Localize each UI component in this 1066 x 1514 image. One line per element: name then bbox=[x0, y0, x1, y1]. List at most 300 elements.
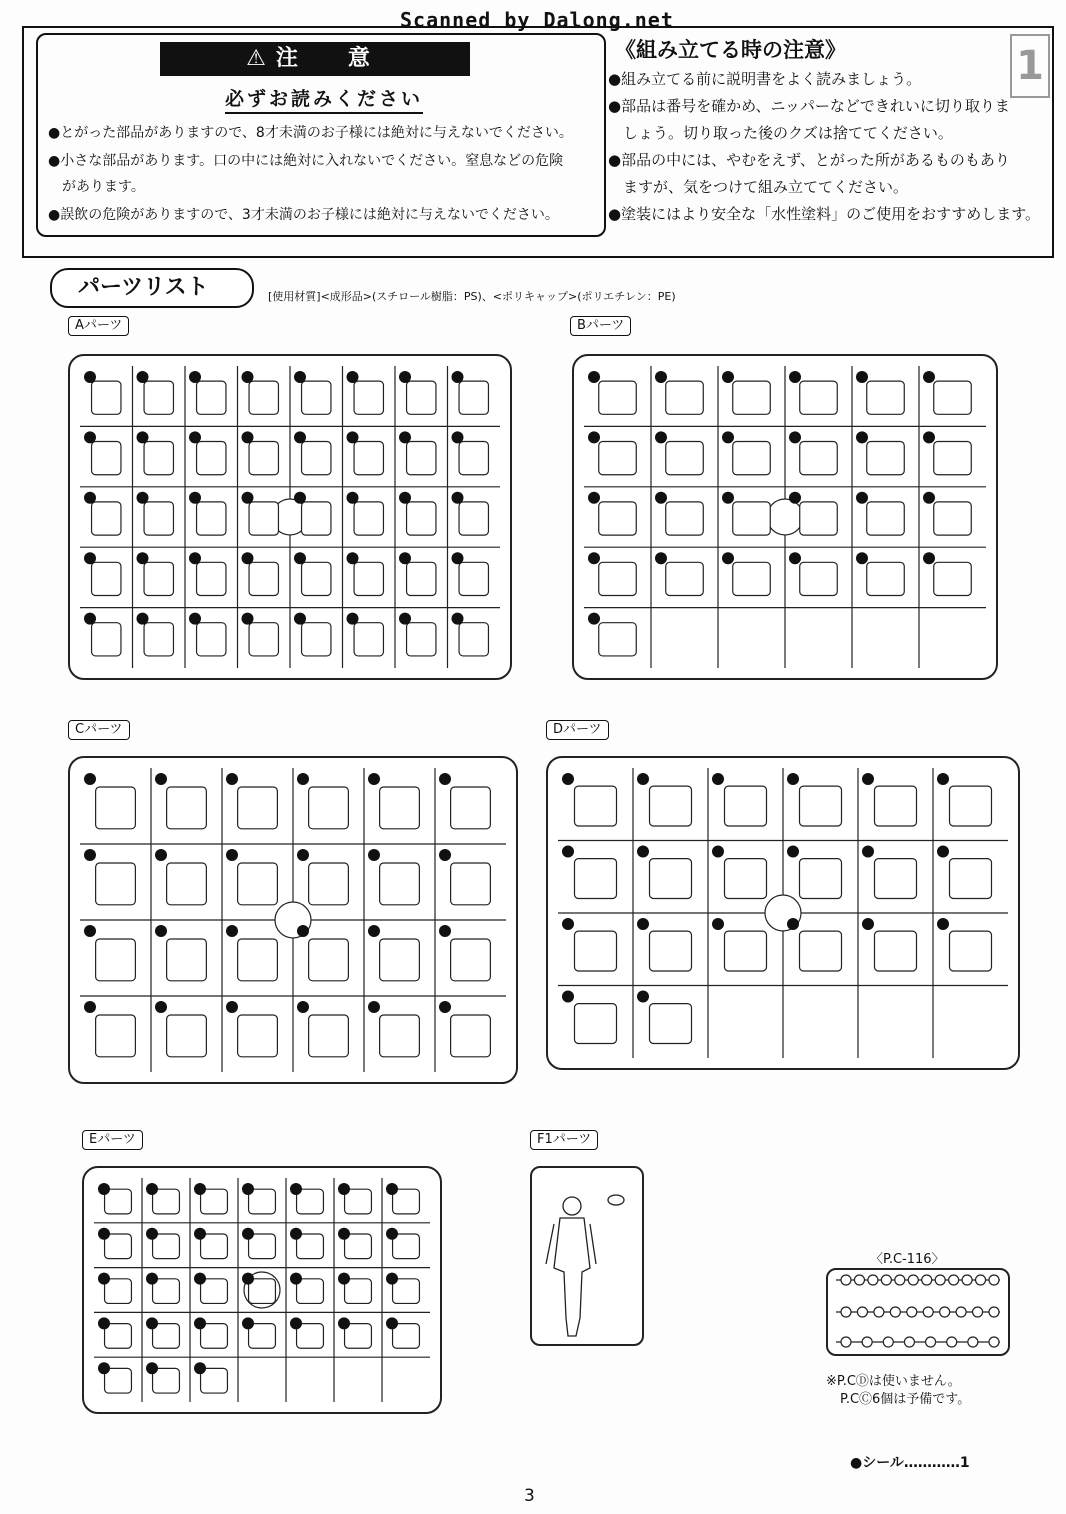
runner-part bbox=[867, 442, 905, 475]
part-number-marker bbox=[789, 431, 801, 443]
runner-part bbox=[451, 787, 491, 829]
must-read-heading: 必ずお読みください bbox=[225, 84, 423, 114]
part-number-marker bbox=[368, 773, 380, 785]
runner-part bbox=[167, 1015, 207, 1057]
assembly-line: ●塗装にはより安全な「水性塗料」のご使用をおすすめします。 bbox=[608, 205, 1041, 223]
assembly-line: しょう。切り取った後のクズは捨ててください。 bbox=[608, 124, 953, 142]
runner-part bbox=[950, 931, 992, 971]
part-number-marker bbox=[637, 773, 649, 785]
part-number-marker bbox=[399, 613, 411, 625]
part-number-marker bbox=[787, 918, 799, 930]
polycap-piece bbox=[841, 1307, 851, 1317]
part-number-marker bbox=[294, 431, 306, 443]
part-number-marker bbox=[338, 1183, 350, 1195]
runner-part bbox=[650, 786, 692, 826]
part-number-marker bbox=[84, 613, 96, 625]
runner-part bbox=[144, 502, 173, 535]
part-number-marker bbox=[722, 552, 734, 564]
polycap-piece bbox=[841, 1275, 851, 1285]
runner-b-label: Bパーツ bbox=[570, 316, 631, 336]
part-number-marker bbox=[722, 492, 734, 504]
runner-part bbox=[733, 442, 771, 475]
runner-part bbox=[238, 863, 278, 905]
runner-b bbox=[572, 354, 998, 680]
part-number-marker bbox=[155, 1001, 167, 1013]
part-number-marker bbox=[242, 1273, 254, 1285]
runner-part bbox=[302, 562, 331, 595]
polycap-piece bbox=[962, 1275, 972, 1285]
part-number-marker bbox=[242, 613, 254, 625]
part-number-marker bbox=[347, 552, 359, 564]
part-number-marker bbox=[923, 492, 935, 504]
runner-part bbox=[459, 502, 488, 535]
runner-part bbox=[249, 381, 278, 414]
part-number-marker bbox=[562, 846, 574, 858]
part-number-marker bbox=[399, 431, 411, 443]
runner-part bbox=[393, 1324, 420, 1349]
runner-part bbox=[666, 442, 704, 475]
polycap-piece bbox=[989, 1337, 999, 1347]
part-number-marker bbox=[923, 552, 935, 564]
runner-part bbox=[575, 786, 617, 826]
part-number-marker bbox=[856, 371, 868, 383]
runner-part bbox=[144, 381, 173, 414]
polycap-piece bbox=[926, 1337, 936, 1347]
part-number-marker bbox=[923, 431, 935, 443]
scanner-credit: Scanned by Dalong.net bbox=[400, 8, 674, 32]
part-number-marker bbox=[386, 1317, 398, 1329]
runner-part bbox=[575, 859, 617, 899]
polycap-piece bbox=[890, 1307, 900, 1317]
runner-part bbox=[875, 786, 917, 826]
warning-line: ●誤飲の危険がありますので、3才未満のお子様には絶対に与えないでください。 bbox=[48, 207, 559, 223]
runner-part bbox=[201, 1279, 228, 1304]
part-number-marker bbox=[194, 1183, 206, 1195]
part-number-marker bbox=[787, 846, 799, 858]
part-number-marker bbox=[347, 431, 359, 443]
runner-c-label: Cパーツ bbox=[68, 720, 130, 740]
runner-part bbox=[201, 1324, 228, 1349]
runner-part bbox=[153, 1234, 180, 1259]
polycap-drawing bbox=[828, 1270, 1008, 1354]
part-number-marker bbox=[242, 1317, 254, 1329]
step-number: 1 bbox=[1010, 34, 1050, 98]
assembly-title: 《組み立てる時の注意》 bbox=[615, 38, 846, 62]
runner-part bbox=[725, 931, 767, 971]
runner-part bbox=[575, 1004, 617, 1044]
part-number-marker bbox=[588, 371, 600, 383]
runner-part bbox=[800, 442, 838, 475]
part-number-marker bbox=[242, 371, 254, 383]
part-number-marker bbox=[189, 552, 201, 564]
runner-part bbox=[666, 562, 704, 595]
runner-part bbox=[167, 863, 207, 905]
part-number-marker bbox=[297, 849, 309, 861]
part-number-marker bbox=[98, 1273, 110, 1285]
part-number-marker bbox=[637, 991, 649, 1003]
runner-a-drawing bbox=[70, 356, 510, 678]
runner-part bbox=[249, 442, 278, 475]
part-number-marker bbox=[722, 371, 734, 383]
warning-line: があります。 bbox=[48, 179, 145, 195]
part-number-marker bbox=[137, 613, 149, 625]
part-number-marker bbox=[562, 918, 574, 930]
runner-part bbox=[354, 623, 383, 656]
part-number-marker bbox=[862, 846, 874, 858]
part-number-marker bbox=[189, 613, 201, 625]
runner-part bbox=[800, 502, 838, 535]
part-number-marker bbox=[242, 552, 254, 564]
part-number-marker bbox=[242, 1228, 254, 1240]
runner-part bbox=[599, 381, 637, 414]
runner-part bbox=[105, 1234, 132, 1259]
runner-part bbox=[249, 502, 278, 535]
part-number-marker bbox=[194, 1273, 206, 1285]
runner-part bbox=[407, 623, 436, 656]
runner-part bbox=[800, 562, 838, 595]
polycap-piece bbox=[874, 1307, 884, 1317]
runner-part bbox=[407, 562, 436, 595]
runner-part bbox=[950, 786, 992, 826]
part-number-marker bbox=[937, 846, 949, 858]
runner-part bbox=[599, 623, 637, 656]
runner-part bbox=[725, 859, 767, 899]
runner-part bbox=[345, 1234, 372, 1259]
part-number-marker bbox=[84, 431, 96, 443]
runner-d-drawing bbox=[548, 758, 1018, 1068]
part-number-marker bbox=[189, 371, 201, 383]
part-number-marker bbox=[712, 846, 724, 858]
polycap-piece bbox=[868, 1275, 878, 1285]
runner-part bbox=[309, 863, 349, 905]
runner-part bbox=[354, 502, 383, 535]
assembly-line: ●部品の中には、やむをえず、とがった所があるものもあり bbox=[608, 151, 1010, 169]
runner-part bbox=[599, 442, 637, 475]
part-number-marker bbox=[155, 849, 167, 861]
polycap-piece bbox=[947, 1337, 957, 1347]
part-number-marker bbox=[290, 1228, 302, 1240]
polycap-piece bbox=[968, 1337, 978, 1347]
polycap-piece bbox=[956, 1307, 966, 1317]
part-number-marker bbox=[194, 1362, 206, 1374]
part-number-marker bbox=[923, 371, 935, 383]
runner-part bbox=[153, 1324, 180, 1349]
runner-part bbox=[599, 502, 637, 535]
runner-part bbox=[201, 1368, 228, 1393]
polycap-piece bbox=[883, 1337, 893, 1347]
polycap-piece bbox=[895, 1275, 905, 1285]
runner-part bbox=[459, 381, 488, 414]
runner-part bbox=[875, 931, 917, 971]
part-number-marker bbox=[856, 431, 868, 443]
part-number-marker bbox=[386, 1273, 398, 1285]
runner-e-drawing bbox=[84, 1168, 440, 1412]
runner-part bbox=[238, 1015, 278, 1057]
part-number-marker bbox=[194, 1317, 206, 1329]
runner-e bbox=[82, 1166, 442, 1414]
runner-part bbox=[407, 502, 436, 535]
runner-part bbox=[105, 1368, 132, 1393]
runner-part bbox=[345, 1189, 372, 1214]
part-number-marker bbox=[98, 1183, 110, 1195]
runner-part bbox=[451, 1015, 491, 1057]
part-number-marker bbox=[637, 918, 649, 930]
part-number-marker bbox=[439, 1001, 451, 1013]
runner-part bbox=[96, 1015, 136, 1057]
runner-part bbox=[666, 381, 704, 414]
runner-b-drawing bbox=[574, 356, 996, 678]
runner-part bbox=[249, 1189, 276, 1214]
polycap-piece bbox=[922, 1275, 932, 1285]
part-number-marker bbox=[297, 773, 309, 785]
parts-list-title: パーツリスト bbox=[50, 268, 254, 308]
part-number-marker bbox=[226, 773, 238, 785]
runner-part bbox=[459, 442, 488, 475]
runner-a bbox=[68, 354, 512, 680]
part-number-marker bbox=[588, 492, 600, 504]
runner-part bbox=[144, 442, 173, 475]
runner-part bbox=[96, 863, 136, 905]
polycap-piece bbox=[949, 1275, 959, 1285]
part-number-marker bbox=[368, 849, 380, 861]
runner-part bbox=[345, 1324, 372, 1349]
part-number-marker bbox=[290, 1273, 302, 1285]
part-number-marker bbox=[84, 552, 96, 564]
part-number-marker bbox=[452, 492, 464, 504]
polycap-piece bbox=[881, 1275, 891, 1285]
part-number-marker bbox=[452, 371, 464, 383]
part-number-marker bbox=[226, 1001, 238, 1013]
part-number-marker bbox=[290, 1317, 302, 1329]
warning-title: 注 意 bbox=[275, 46, 384, 71]
runner-part bbox=[380, 787, 420, 829]
runner-part bbox=[238, 787, 278, 829]
part-number-marker bbox=[386, 1183, 398, 1195]
assembly-line: ますが、気をつけて組み立ててください。 bbox=[608, 178, 909, 196]
runner-part bbox=[354, 442, 383, 475]
runner-part bbox=[393, 1234, 420, 1259]
runner-part bbox=[92, 502, 121, 535]
part-number-marker bbox=[937, 773, 949, 785]
polycap-piece bbox=[976, 1275, 986, 1285]
part-number-marker bbox=[146, 1183, 158, 1195]
runner-part bbox=[144, 562, 173, 595]
runner-part bbox=[575, 931, 617, 971]
part-number-marker bbox=[862, 773, 874, 785]
runner-part bbox=[105, 1279, 132, 1304]
runner-part bbox=[197, 502, 226, 535]
runner-part bbox=[309, 787, 349, 829]
runner-part bbox=[297, 1189, 324, 1214]
polycap-piece bbox=[908, 1275, 918, 1285]
runner-part bbox=[380, 863, 420, 905]
runner-part bbox=[407, 381, 436, 414]
part-number-marker bbox=[588, 431, 600, 443]
runner-part bbox=[393, 1189, 420, 1214]
warning-line: ●小さな部品があります。口の中には絶対に入れないでください。窒息などの危険 bbox=[48, 153, 564, 169]
part-number-marker bbox=[242, 431, 254, 443]
runner-part bbox=[650, 931, 692, 971]
runner-part bbox=[459, 623, 488, 656]
runner-part bbox=[167, 787, 207, 829]
part-number-marker bbox=[84, 371, 96, 383]
polycap-note: P.CⒸ6個は予備です。 bbox=[840, 1392, 971, 1407]
part-number-marker bbox=[194, 1228, 206, 1240]
runner-part bbox=[800, 931, 842, 971]
part-number-marker bbox=[856, 552, 868, 564]
part-number-marker bbox=[368, 1001, 380, 1013]
polycap-title: 〈P.C-116〉 bbox=[870, 1252, 945, 1267]
runner-part bbox=[249, 562, 278, 595]
part-number-marker bbox=[146, 1273, 158, 1285]
page-number: 3 bbox=[524, 1486, 535, 1506]
warning-line: ●とがった部品がありますので、8才未満のお子様には絶対に与えないでください。 bbox=[48, 125, 573, 141]
runner-part bbox=[950, 859, 992, 899]
polycap-piece bbox=[907, 1307, 917, 1317]
part-number-marker bbox=[439, 925, 451, 937]
runner-part bbox=[153, 1368, 180, 1393]
part-number-marker bbox=[294, 552, 306, 564]
runner-part bbox=[725, 786, 767, 826]
runner-part bbox=[345, 1279, 372, 1304]
runner-part bbox=[451, 863, 491, 905]
runner-part bbox=[934, 562, 972, 595]
runner-part bbox=[144, 623, 173, 656]
runner-c bbox=[68, 756, 518, 1084]
part-number-marker bbox=[290, 1183, 302, 1195]
polycap-piece bbox=[973, 1307, 983, 1317]
runner-d bbox=[546, 756, 1020, 1070]
part-number-marker bbox=[84, 1001, 96, 1013]
part-number-marker bbox=[146, 1228, 158, 1240]
part-number-marker bbox=[137, 371, 149, 383]
part-number-marker bbox=[789, 552, 801, 564]
runner-part bbox=[666, 502, 704, 535]
runner-part bbox=[934, 502, 972, 535]
runner-part bbox=[197, 562, 226, 595]
part-number-marker bbox=[98, 1362, 110, 1374]
part-number-marker bbox=[386, 1228, 398, 1240]
part-number-marker bbox=[399, 371, 411, 383]
part-number-marker bbox=[294, 492, 306, 504]
runner-part bbox=[249, 1279, 276, 1304]
polycap-piece bbox=[935, 1275, 945, 1285]
polycap-piece bbox=[854, 1275, 864, 1285]
part-number-marker bbox=[146, 1362, 158, 1374]
polycap-note: ※P.CⒹは使いません。 bbox=[826, 1374, 961, 1389]
part-number-marker bbox=[368, 925, 380, 937]
runner-part bbox=[153, 1279, 180, 1304]
sticker-count: ●シール…………1 bbox=[850, 1455, 970, 1471]
part-number-marker bbox=[137, 552, 149, 564]
part-number-marker bbox=[588, 613, 600, 625]
runner-part bbox=[249, 1324, 276, 1349]
polycap-runner bbox=[826, 1268, 1010, 1356]
runner-part bbox=[105, 1189, 132, 1214]
runner-part bbox=[302, 381, 331, 414]
warning-header bbox=[160, 42, 470, 76]
runner-part bbox=[867, 381, 905, 414]
part-number-marker bbox=[655, 552, 667, 564]
part-number-marker bbox=[562, 991, 574, 1003]
part-number-marker bbox=[637, 846, 649, 858]
polycap-piece bbox=[857, 1307, 867, 1317]
part-number-marker bbox=[588, 552, 600, 564]
part-number-marker bbox=[84, 773, 96, 785]
part-number-marker bbox=[189, 431, 201, 443]
runner-part bbox=[354, 381, 383, 414]
runner-part bbox=[733, 381, 771, 414]
runner-a-label: Aパーツ bbox=[68, 316, 129, 336]
runner-part bbox=[733, 502, 771, 535]
runner-part bbox=[451, 939, 491, 981]
part-number-marker bbox=[856, 492, 868, 504]
runner-part bbox=[92, 623, 121, 656]
part-number-marker bbox=[297, 925, 309, 937]
runner-part bbox=[302, 442, 331, 475]
part-number-marker bbox=[347, 492, 359, 504]
part-number-marker bbox=[439, 849, 451, 861]
runner-part bbox=[302, 502, 331, 535]
runner-part bbox=[201, 1234, 228, 1259]
runner-part bbox=[599, 562, 637, 595]
part-number-marker bbox=[937, 918, 949, 930]
material-note: [使用材質]<成形品>(スチロール樹脂：PS)、<ポリキャップ>(ポリエチレン：PE) bbox=[268, 290, 676, 303]
runner-part bbox=[297, 1324, 324, 1349]
part-number-marker bbox=[242, 1183, 254, 1195]
runner-part bbox=[167, 939, 207, 981]
runner-part bbox=[105, 1324, 132, 1349]
runner-part bbox=[92, 442, 121, 475]
runner-part bbox=[201, 1189, 228, 1214]
runner-part bbox=[733, 562, 771, 595]
runner-part bbox=[867, 562, 905, 595]
polycap-piece bbox=[989, 1275, 999, 1285]
part-number-marker bbox=[84, 925, 96, 937]
part-number-marker bbox=[712, 918, 724, 930]
runner-part bbox=[934, 381, 972, 414]
polycap-piece bbox=[940, 1307, 950, 1317]
runner-part bbox=[297, 1279, 324, 1304]
part-number-marker bbox=[452, 431, 464, 443]
polycap-piece bbox=[862, 1337, 872, 1347]
part-number-marker bbox=[452, 552, 464, 564]
runner-f1-label: F1パーツ bbox=[530, 1130, 598, 1150]
runner-part bbox=[650, 1004, 692, 1044]
part-number-marker bbox=[655, 492, 667, 504]
part-number-marker bbox=[294, 613, 306, 625]
runner-e-label: Eパーツ bbox=[82, 1130, 143, 1150]
warning-triangle-icon: ⚠ bbox=[246, 46, 266, 71]
runner-d-label: Dパーツ bbox=[546, 720, 609, 740]
runner-part bbox=[92, 381, 121, 414]
runner-part bbox=[96, 787, 136, 829]
part-number-marker bbox=[155, 773, 167, 785]
part-number-marker bbox=[84, 849, 96, 861]
part-number-marker bbox=[789, 371, 801, 383]
polycap-piece bbox=[923, 1307, 933, 1317]
part-number-marker bbox=[294, 371, 306, 383]
runner-part bbox=[309, 1015, 349, 1057]
part-number-marker bbox=[787, 773, 799, 785]
part-number-marker bbox=[242, 492, 254, 504]
runner-c-drawing bbox=[70, 758, 516, 1082]
runner-part bbox=[934, 442, 972, 475]
runner-part bbox=[92, 562, 121, 595]
runner-f1-drawing bbox=[532, 1168, 642, 1344]
runner-part bbox=[380, 939, 420, 981]
runner-part bbox=[459, 562, 488, 595]
